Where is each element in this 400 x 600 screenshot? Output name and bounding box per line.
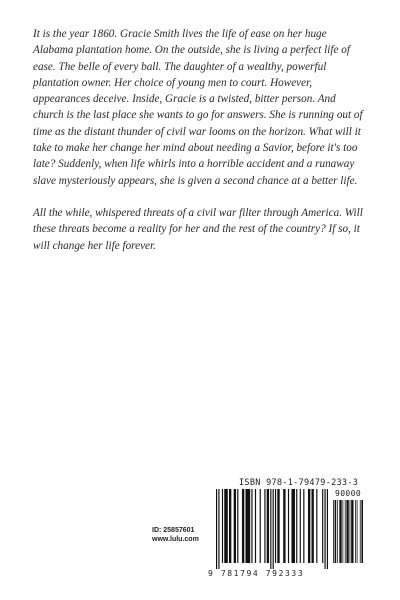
barcode-bar (360, 500, 361, 563)
barcode-bar (316, 489, 317, 563)
barcode-bar (234, 489, 236, 563)
barcode-bar (273, 489, 274, 569)
barcode-bar (303, 489, 304, 563)
barcode-bar (296, 489, 297, 563)
barcode-bar (264, 489, 265, 563)
barcode-bar (350, 500, 351, 563)
addon-barcode-bars (333, 500, 363, 569)
barcode-bar (255, 489, 256, 563)
barcode-bar (322, 489, 323, 563)
barcode-bar (327, 489, 328, 569)
barcode-bar (216, 489, 217, 569)
blurb-paragraph-1: It is the year 1860. Gracie Smith lives the life of ease on her huge Alabama plantation home. On the outside, she is living a perfect life of ease. The belle of every ball. The daughter of a wealthy, powerful plantation owner. Her choice of young men to court. However, appearances deceive. Inside, Gracie is a twisted, bitter person. And church is the last place she wants to go for answers. She is running out of time as the distant thunder of civil war looms on the horizon. What will it take to make her change her mind about needing a Savior, before it's too late? Suddenly, when life whirls into a horrible accident and a runaway slave mysteriously appears, she is given a second chance at a better life. (33, 28, 363, 187)
barcode-bar (277, 489, 279, 563)
barcode-bar (291, 489, 295, 563)
barcode-bar (267, 489, 269, 563)
barcode-bar (260, 489, 261, 563)
barcode-bar (245, 489, 250, 563)
barcode-bar (308, 489, 310, 563)
barcode-bar (335, 500, 337, 563)
barcode-bar (300, 489, 301, 563)
publisher-url: www.lulu.com (152, 536, 199, 543)
barcode-digits: 9 781794 792333 (208, 569, 305, 578)
blurb-paragraph-2: All the while, whispered threats of a civil war filter through America. Will these threats become a reality for her and the rest of the country? If so, it will change her life forever. (33, 206, 363, 252)
barcode-bar (270, 489, 271, 569)
barcode-bar (283, 489, 285, 563)
barcode-bar (355, 500, 356, 563)
barcode-bar (288, 489, 289, 563)
barcode-bar (345, 500, 346, 563)
barcode-bar (311, 489, 313, 563)
isbn-label: ISBN 978-1-79479-233-3 (239, 478, 359, 488)
barcode-bar (357, 500, 358, 563)
barcode-bar (346, 500, 348, 563)
barcode-bar (251, 489, 252, 563)
barcode-bar (229, 489, 231, 563)
barcode-bar (222, 489, 223, 563)
barcode-bar (361, 500, 363, 563)
isbn-barcode (207, 478, 365, 586)
barcode-bar (218, 489, 219, 569)
barcode-bar (242, 489, 244, 563)
barcode-bar (333, 500, 334, 563)
barcode-bar (224, 489, 228, 563)
ean13-barcode-bars (216, 489, 328, 569)
barcode-bar (351, 500, 353, 563)
barcode-bar (337, 500, 338, 563)
price-code: 90000 (335, 489, 362, 498)
barcode-bar (237, 489, 238, 563)
barcode-bar (275, 489, 276, 563)
barcode-bar (342, 500, 343, 563)
cover-blurb (33, 26, 368, 254)
publisher-id-block (152, 526, 199, 544)
publisher-id: ID: 25857601 (152, 527, 195, 534)
barcode-bar (324, 489, 325, 569)
barcode-bar (339, 500, 341, 563)
